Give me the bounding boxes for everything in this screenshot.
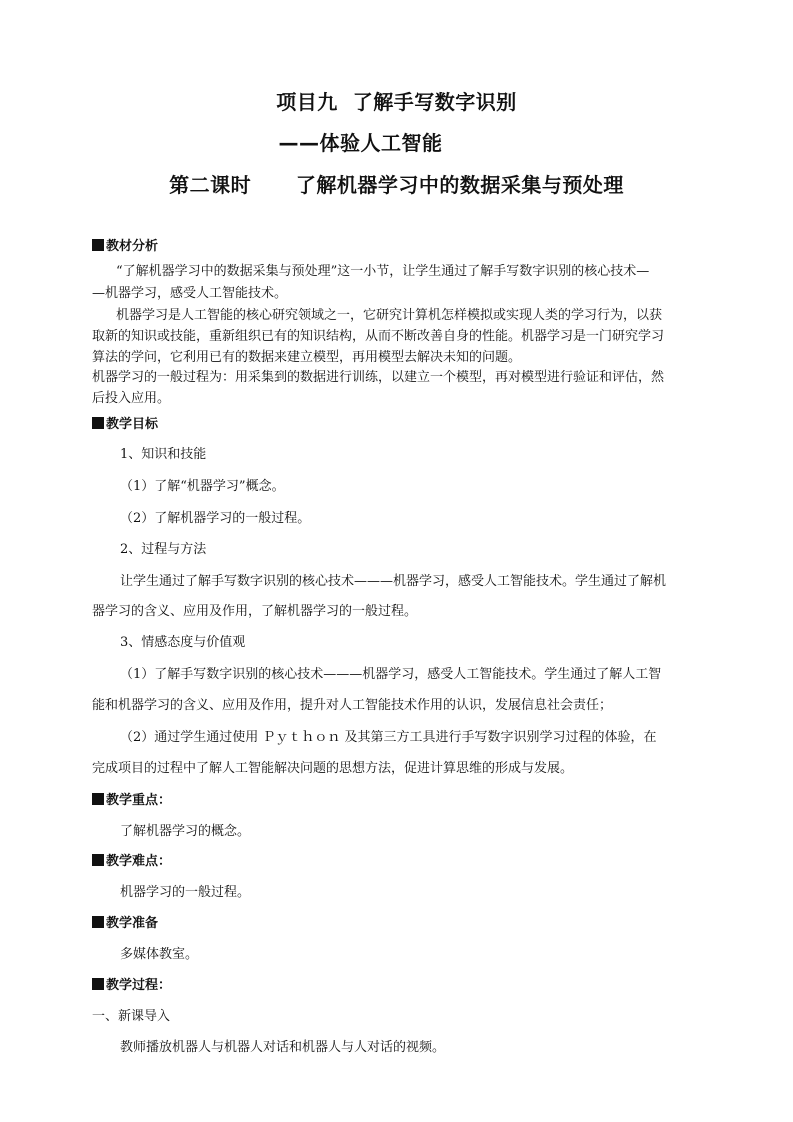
section-heading-prep: 教学准备	[92, 916, 158, 932]
square-bullet-icon	[92, 793, 104, 805]
goal-subheading: 1、知识和技能	[120, 447, 207, 462]
square-bullet-icon	[92, 854, 104, 866]
goal-subheading: 3、情感态度与价值观	[120, 635, 246, 650]
square-bullet-icon	[92, 916, 104, 928]
analysis-text: 后投入应用。	[92, 391, 171, 406]
difficulty-text: 机器学习的一般过程。	[120, 885, 251, 900]
goal-item: （2）了解机器学习的一般过程。	[120, 511, 311, 526]
goal-text: 让学生通过了解手写数字识别的核心技术———机器学习，感受人工智能技术。学生通过了解机	[120, 574, 667, 589]
goal-text: 能和机器学习的含义、应用及作用，提升对人工智能技术作用的认识，发展信息社会责任；	[92, 698, 613, 713]
key-point-text: 了解机器学习的概念。	[120, 824, 251, 839]
analysis-text: 算法的学问，它利用已有的数据来建立模型，再用模型去解决未知的问题。	[92, 350, 522, 365]
analysis-text: —机器学习，感受人工智能技术。	[92, 286, 288, 301]
section-heading-key-point: 教学重点：	[92, 793, 171, 809]
document-title: 项目九 了解手写数字识别	[276, 90, 517, 114]
document-subtitle: ——体验人工智能	[278, 131, 443, 155]
goal-item: （2）通过学生通过使用 Ｐｙｔｈｏｎ 及其第三方工具进行手写数字识别学习过程的体验，在	[120, 730, 657, 745]
analysis-text: “了解机器学习中的数据采集与预处理”这一小节，让学生通过了解手写数字识别的核心技术—	[116, 264, 650, 279]
section-heading-process: 教学过程：	[92, 978, 171, 994]
analysis-text: 机器学习是人工智能的核心研究领域之一，它研究计算机怎样模拟或实现人类的学习行为，以获	[116, 308, 663, 323]
prep-text: 多媒体教室。	[120, 947, 199, 962]
goal-text: 器学习的含义、应用及作用，了解机器学习的一般过程。	[92, 604, 418, 619]
section-heading-goals: 教学目标	[92, 417, 158, 433]
section-heading-analysis: 教材分析	[92, 239, 158, 255]
analysis-text: 取新的知识或技能，重新组织已有的知识结构，从而不断改善自身的性能。机器学习是一门研究学习	[92, 329, 665, 344]
process-step-text: 教师播放机器人与机器人对话和机器人与人对话的视频。	[120, 1040, 446, 1055]
goal-subheading: 2、过程与方法	[120, 542, 207, 557]
section-heading-difficulty: 教学难点：	[92, 854, 171, 870]
square-bullet-icon	[92, 978, 104, 990]
goal-item: （1）了解“机器学习”概念。	[120, 479, 285, 494]
square-bullet-icon	[92, 239, 104, 251]
process-step-title: 一、新课导入	[92, 1009, 171, 1024]
analysis-text: 机器学习的一般过程为：用采集到的数据进行训练，以建立一个模型，再对模型进行验证和评估，然	[92, 370, 665, 385]
goal-item: （1）了解手写数字识别的核心技术———机器学习，感受人工智能技术。学生通过了解人工智	[120, 667, 662, 682]
goal-text: 完成项目的过程中了解人工智能解决问题的思想方法，促进计算思维的形成与发展。	[92, 761, 574, 776]
lesson-title: 第二课时 了解机器学习中的数据采集与预处理	[169, 173, 624, 197]
square-bullet-icon	[92, 417, 104, 429]
